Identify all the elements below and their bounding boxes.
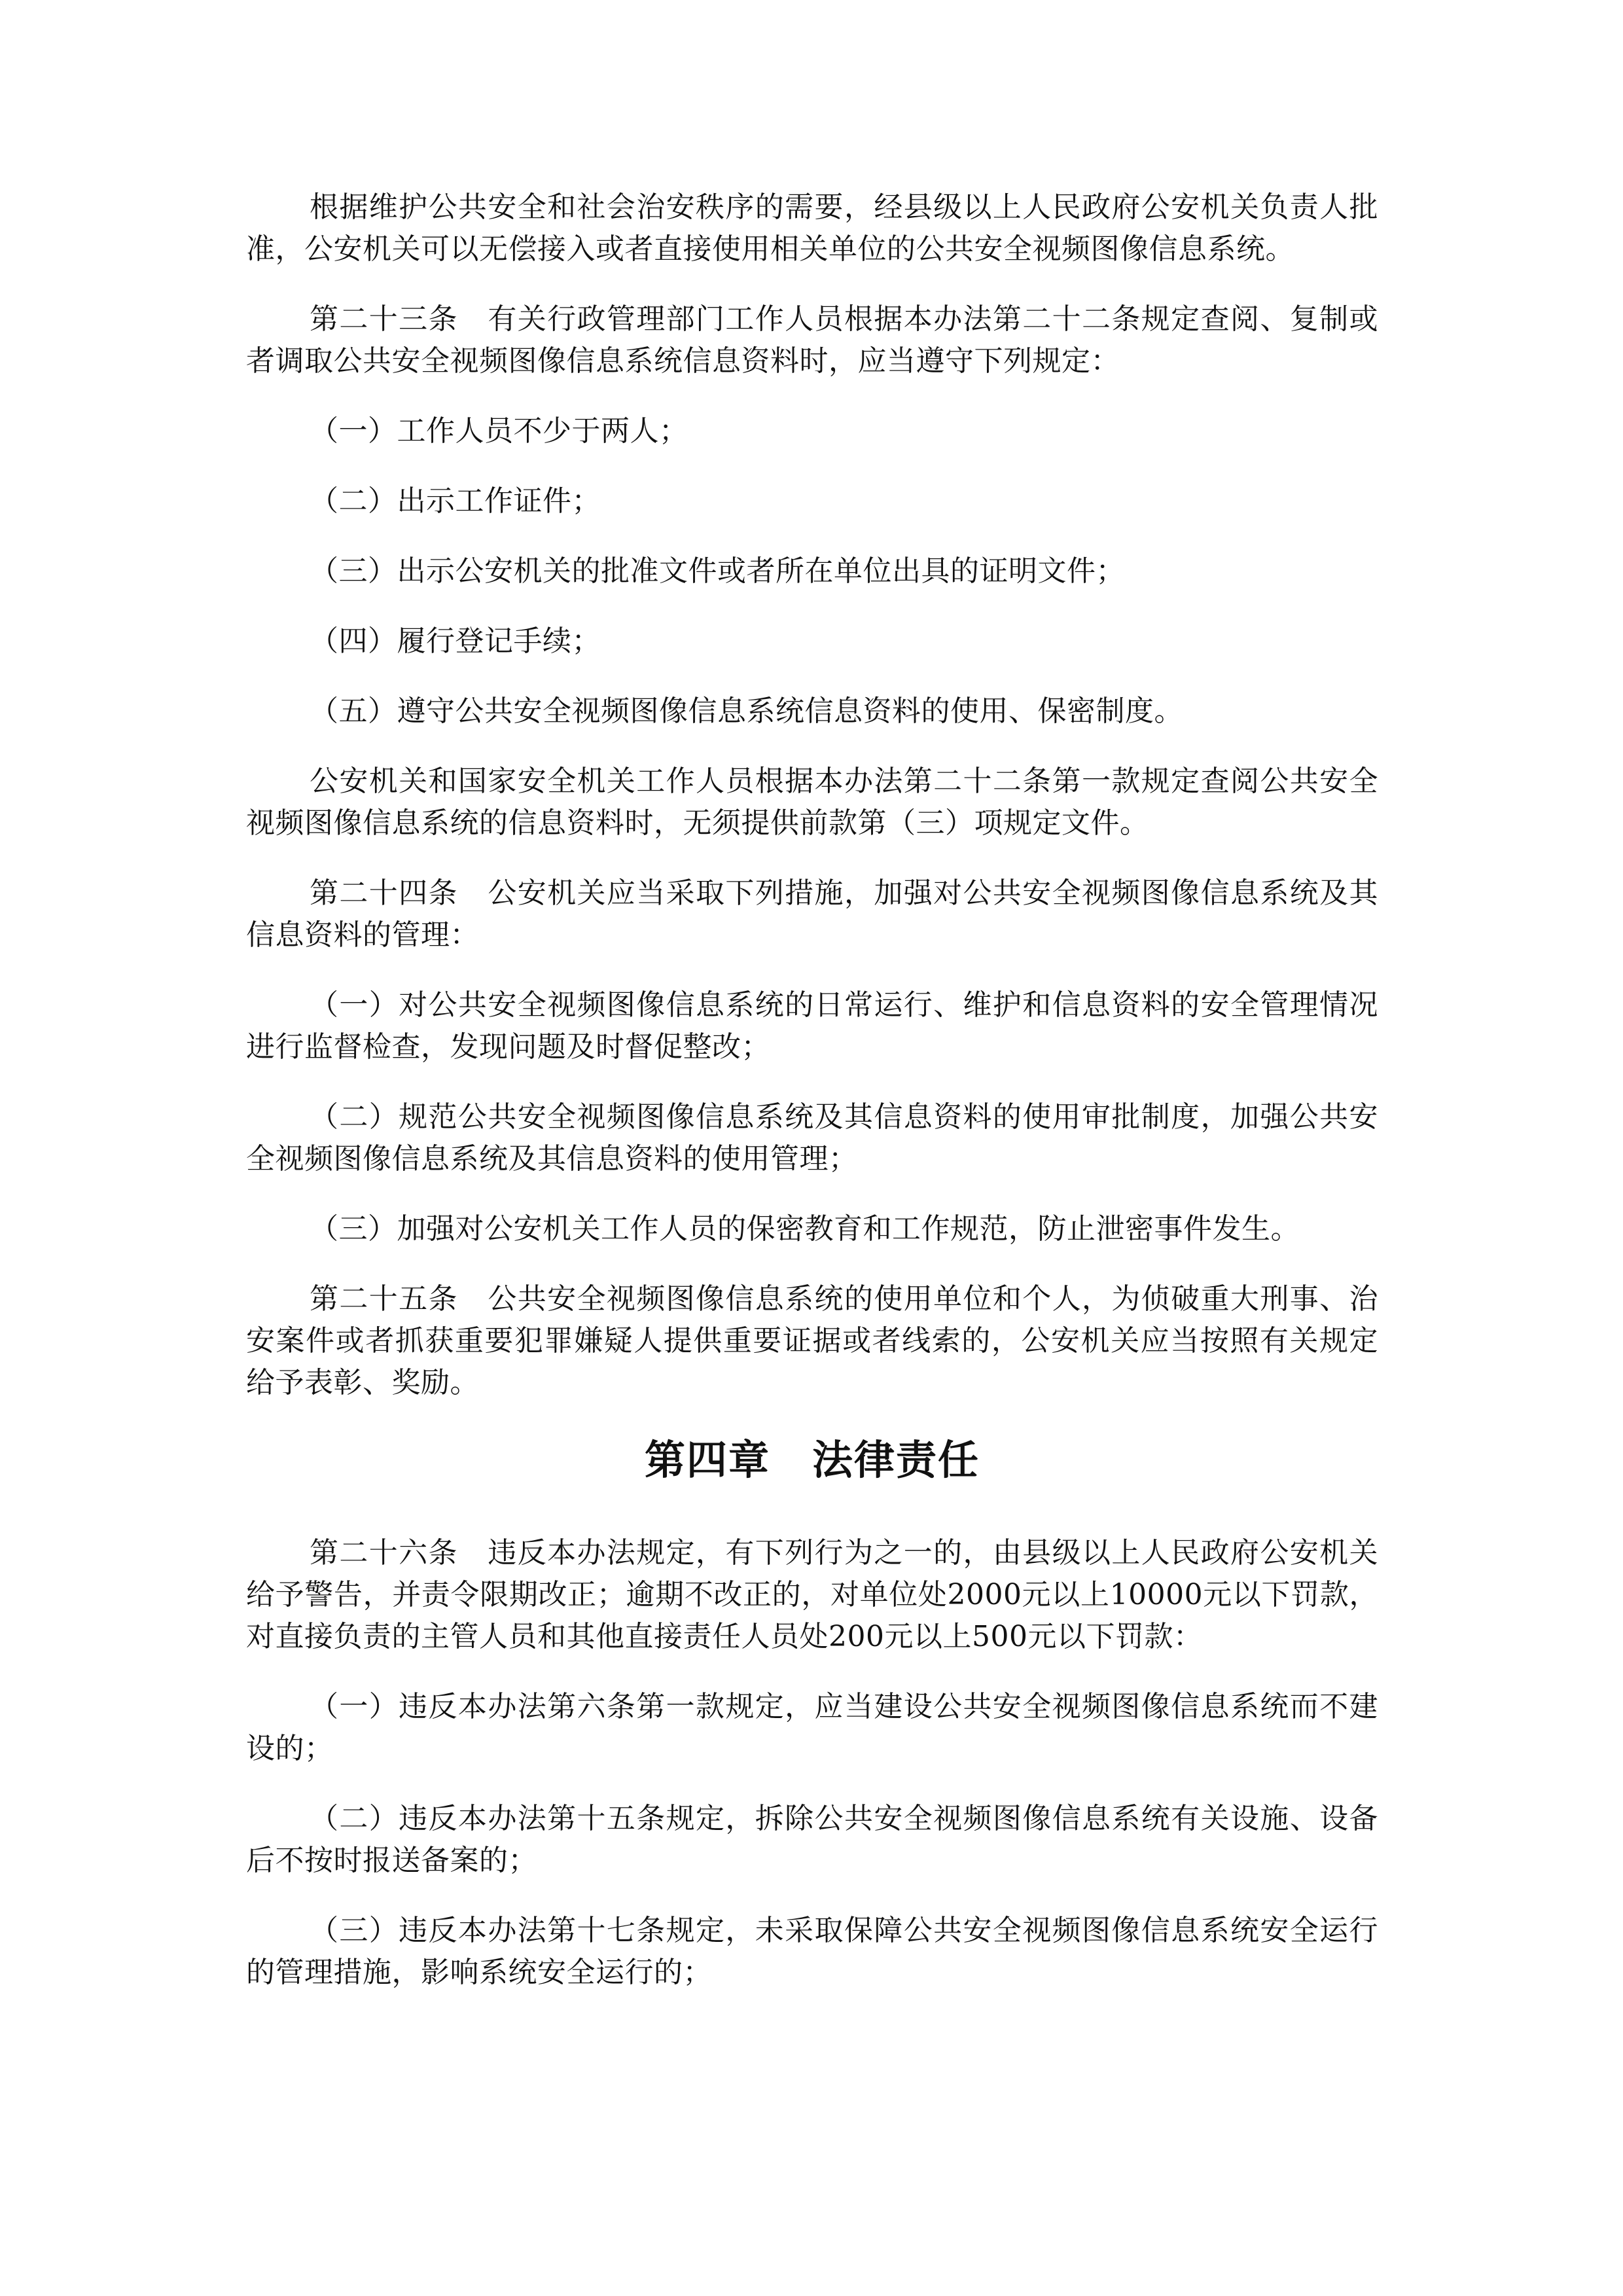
chapter-heading: 第四章 法律责任 — [644, 1436, 980, 1484]
article-25: 第二十五条 公共安全视频图像信息系统的使用单位和个人，为侦破重大刑事、治安案件或者抓获重要犯罪嫌疑人提供重要证据或者线索的，公安机关应当按照有关规定给予表彰、奖励。 — [246, 1282, 1378, 1399]
article-26-item-2: （二）违反本办法第十五条规定，拆除公共安全视频图像信息系统有关设施、设备后不按时报送备案的； — [246, 1802, 1378, 1877]
article-23-item-4: （四）履行登记手续； — [310, 624, 601, 658]
paragraph-access-authorization: 根据维护公共安全和社会治安秩序的需要，经县级以上人民政府公安机关负责人批准，公安机关可以无偿接入或者直接使用相关单位的公共安全视频图像信息系统。 — [246, 190, 1378, 266]
article-23-item-3: （三）出示公安机关的批准文件或者所在单位出具的证明文件； — [310, 554, 1125, 588]
document-page — [246, 187, 1378, 1994]
article-26: 第二十六条 违反本办法规定，有下列行为之一的，由县级以上人民政府公安机关给予警告，并责令限期改正；逾期不改正的，对单位处2000元以上10000元以下罚款，对直接负责的主管人员和其他直接责任人员处200元以上500元以下罚款： — [246, 1536, 1378, 1653]
article-23-item-2: （二）出示工作证件； — [310, 484, 601, 518]
article-23: 第二十三条 有关行政管理部门工作人员根据本办法第二十二条规定查阅、复制或者调取公共安全视频图像信息系统信息资料时，应当遵守下列规定： — [246, 302, 1378, 378]
article-26-item-1: （一）违反本办法第六条第一款规定，应当建设公共安全视频图像信息系统而不建设的； — [246, 1690, 1378, 1765]
article-24-item-3: （三）加强对公安机关工作人员的保密教育和工作规范，防止泄密事件发生。 — [310, 1212, 1300, 1246]
article-26-item-3: （三）违反本办法第十七条规定，未采取保障公共安全视频图像信息系统安全运行的管理措施，影响系统安全运行的； — [246, 1914, 1378, 1989]
article-24-item-2: （二）规范公共安全视频图像信息系统及其信息资料的使用审批制度，加强公共安全视频图像信息系统及其信息资料的使用管理； — [246, 1100, 1378, 1175]
article-23-paragraph-2: 公安机关和国家安全机关工作人员根据本办法第二十二条第一款规定查阅公共安全视频图像信息系统的信息资料时，无须提供前款第（三）项规定文件。 — [246, 764, 1378, 840]
article-23-item-5: （五）遵守公共安全视频图像信息系统信息资料的使用、保密制度。 — [310, 694, 1183, 728]
article-24: 第二十四条 公安机关应当采取下列措施，加强对公共安全视频图像信息系统及其信息资料的管理： — [246, 876, 1378, 952]
article-23-item-1: （一）工作人员不少于两人； — [310, 414, 688, 448]
article-24-item-1: （一）对公共安全视频图像信息系统的日常运行、维护和信息资料的安全管理情况进行监督检查，发现问题及时督促整改； — [246, 988, 1378, 1064]
